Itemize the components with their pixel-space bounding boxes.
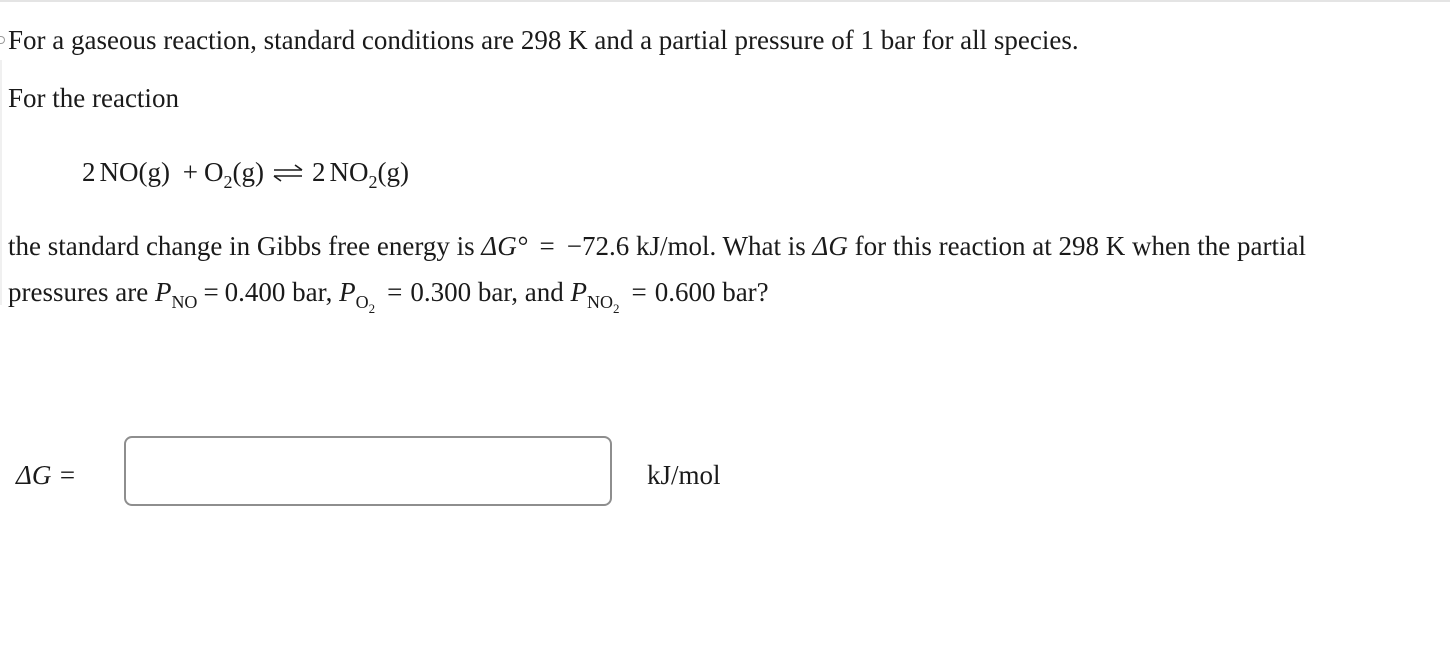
p-no2-symbol: $P_{NO_2}$ [570,277,620,316]
question-line-2: pressures are $P_{NO} = 0.400$ bar, $P_{O_2}= 0.300$ bar, and $P_{NO_2}= 0.600$ bar? [8,277,769,316]
intro-text: For a gaseous reaction, standard conditions are 298 K and a partial pressure of 1 bar for all species. [8,25,1079,55]
coefficient-no2: 2 [311,157,326,187]
coefficient-no: 2 [82,157,96,187]
p-no-value: 0.400 bar, [224,277,333,307]
p-o2-symbol: $P_{O_2}$ [339,277,376,316]
reaction-equation [82,156,409,192]
reactant-o2: $O_2(g)$ [203,157,264,192]
delta-g-standard-value: −72.6 kJ/mol [566,231,710,261]
delta-g-answer-input[interactable] [124,436,612,506]
delta-g-symbol: ΔG [812,231,848,261]
p-o2-value: 0.300 bar, and [410,277,564,307]
question-line-1: the standard change in Gibbs free energy is ΔG° = −72.6 kJ/mol. What is ΔG for this reaction at 298 K when the partial [8,231,1306,261]
left-divider [0,60,2,305]
plus-sign: + [182,157,198,187]
delta-g-standard-symbol: ΔG° [481,231,528,261]
p-no-symbol: $P_{NO}$ [154,277,198,312]
p-no2-value: 0.600 bar? [654,277,769,307]
collapse-marker-icon [0,36,5,44]
top-divider [0,0,1450,2]
reactant-no: NO(g) [99,157,170,187]
equilibrium-arrow-icon [272,164,304,182]
product-no2: $NO_2(g)$ [329,157,409,192]
reaction-intro: For the reaction [8,83,179,113]
answer-label: ΔG = [16,460,77,490]
answer-unit: kJ/mol [647,460,721,490]
